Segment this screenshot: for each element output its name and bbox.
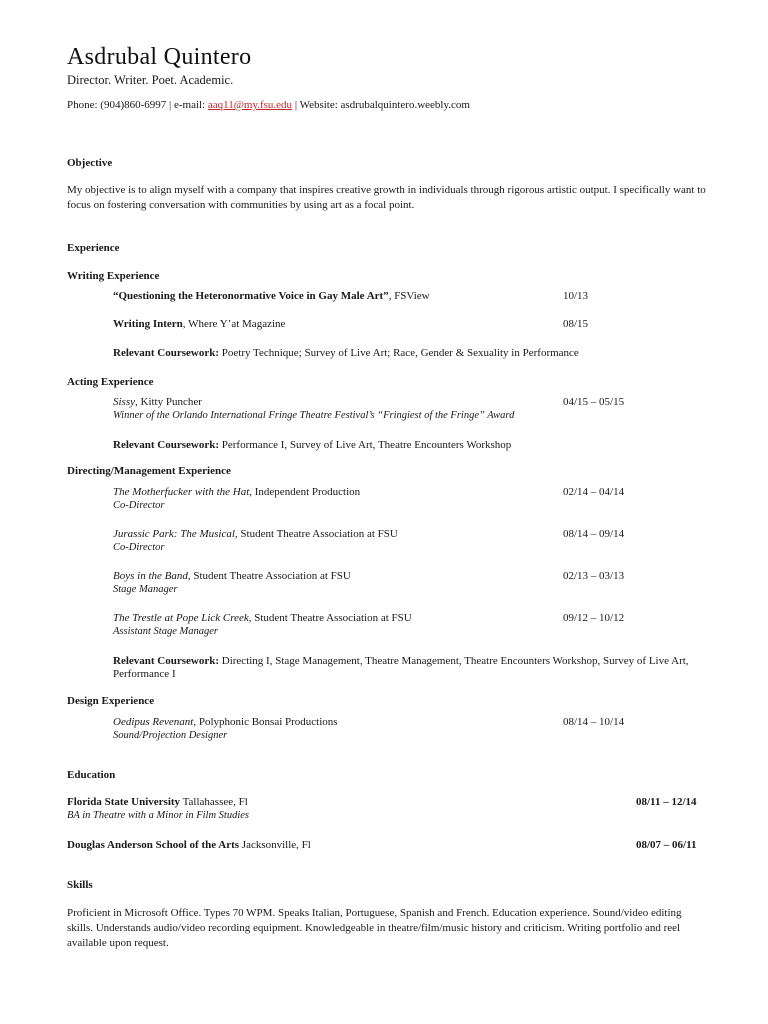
directing-item-2-role: Co-Director <box>113 542 165 553</box>
design-item-1-date: 08/14 – 10/14 <box>563 716 625 728</box>
writing-item-2-date: 08/15 <box>563 318 589 330</box>
acting-item-1-title: Sissy <box>113 396 135 408</box>
writing-item-2 <box>113 318 285 330</box>
writing-experience-heading: Writing Experience <box>67 270 160 282</box>
skills-text: Proficient in Microsoft Office. Types 70 WPM. Speaks Italian, Portuguese, Spanish and French. Education experience. Sound/video editing skills. Understands audio/video recording equipment. Knowledgeable in theatre/film/music history and criticism. Writing portfolio and reel available upon request. <box>67 907 682 949</box>
directing-item-3 <box>113 570 351 582</box>
directing-item-3-org: , Student Theatre Association at FSU <box>187 570 351 582</box>
directing-item-1 <box>113 486 360 498</box>
design-item-1-role: Sound/Projection Designer <box>113 730 228 741</box>
directing-item-3-role: Stage Manager <box>113 584 178 595</box>
directing-item-4-date: 09/12 – 10/12 <box>563 612 625 624</box>
directing-item-4-role: Assistant Stage Manager <box>113 626 218 637</box>
design-experience-heading: Design Experience <box>67 695 155 707</box>
acting-item-1-role: Winner of the Orlando International Fringe Theatre Festival’s “Fringiest of the Fringe” Award <box>113 410 515 421</box>
directing-coursework-text: Directing I, Stage Management, Theatre Management, Theatre Encounters Workshop, Survey of Live Art, Performance I <box>113 655 689 680</box>
directing-item-2-org: , Student Theatre Association at FSU <box>234 528 398 540</box>
directing-experience-heading: Directing/Management Experience <box>67 465 231 477</box>
writing-item-1 <box>113 290 430 302</box>
directing-item-2-title: Jurassic Park: The Musical <box>113 528 235 540</box>
candidate-name: Asdrubal Quintero <box>67 44 252 70</box>
writing-item-1-date: 10/13 <box>563 290 589 302</box>
writing-item-1-title: “Questioning the Heteronormative Voice in Gay Male Art” <box>113 290 389 302</box>
directing-item-4 <box>113 612 412 624</box>
education-heading: Education <box>67 769 116 781</box>
directing-item-3-title: Boys in the Band <box>113 570 188 582</box>
website-text: | Website: asdrubalquintero.weebly.com <box>292 99 470 111</box>
skills-heading: Skills <box>67 879 93 891</box>
directing-item-3-date: 02/13 – 03/13 <box>563 570 625 582</box>
directing-item-4-title: The Trestle at Pope Lick Creek <box>113 612 249 624</box>
email-link[interactable]: aaq11@my.fsu.edu <box>207 99 293 111</box>
acting-coursework-label: Relevant Coursework: <box>113 439 220 451</box>
education-school-1 <box>67 796 248 808</box>
acting-coursework-text: Performance I, Survey of Live Art, Theatre Encounters Workshop <box>219 439 512 451</box>
directing-item-4-org: , Student Theatre Association at FSU <box>248 612 412 624</box>
acting-item-1-date: 04/15 – 05/15 <box>563 396 625 408</box>
writing-coursework <box>113 347 713 360</box>
writing-item-1-org: , FSView <box>388 290 430 302</box>
writing-coursework-label: Relevant Coursework: <box>113 347 220 359</box>
education-school-1-date: 08/11 – 12/14 <box>636 796 697 808</box>
acting-coursework <box>113 439 713 452</box>
directing-coursework-label: Relevant Coursework: <box>113 655 220 667</box>
education-school-2-date: 08/07 – 06/11 <box>636 839 697 851</box>
directing-item-1-role: Co-Director <box>113 500 165 511</box>
education-school-1-location: Tallahassee, Fl <box>180 796 248 808</box>
candidate-tagline: Director. Writer. Poet. Academic. <box>67 73 234 87</box>
education-school-1-degree: BA in Theatre with a Minor in Film Studies <box>67 810 249 821</box>
contact-line <box>67 99 470 111</box>
directing-item-2-date: 08/14 – 09/14 <box>563 528 625 540</box>
directing-item-1-org: , Independent Production <box>249 486 361 498</box>
writing-item-2-org: , Where Y’at Magazine <box>182 318 286 330</box>
design-item-1-title: Oedipus Revenant <box>113 716 194 728</box>
design-item-1 <box>113 716 338 728</box>
writing-coursework-text: Poetry Technique; Survey of Live Art; Race, Gender & Sexuality in Performance <box>219 347 579 359</box>
directing-item-2 <box>113 528 398 540</box>
directing-item-1-title: The Motherfucker with the Hat <box>113 486 250 498</box>
phone-text: Phone: (904)860-6997 | e-mail: <box>67 99 208 111</box>
education-school-1-name: Florida State University <box>67 796 181 808</box>
education-school-2-location: Jacksonville, Fl <box>239 839 311 851</box>
acting-item-1-org: , Kitty Puncher <box>135 396 202 408</box>
education-school-2-name: Douglas Anderson School of the Arts <box>67 839 240 851</box>
writing-item-2-title: Writing Intern <box>113 318 183 330</box>
design-item-1-org: , Polyphonic Bonsai Productions <box>193 716 338 728</box>
directing-item-1-date: 02/14 – 04/14 <box>563 486 625 498</box>
objective-text: My objective is to align myself with a company that inspires creative growth in individuals through rigorous artistic output. I specifically want to focus on fostering conversation with communities by using art as a focal point. <box>67 184 706 211</box>
acting-experience-heading: Acting Experience <box>67 376 154 388</box>
education-school-2 <box>67 839 311 851</box>
objective-heading: Objective <box>67 157 113 169</box>
experience-heading: Experience <box>67 242 120 254</box>
acting-item-1 <box>113 396 202 408</box>
directing-coursework <box>113 655 713 681</box>
